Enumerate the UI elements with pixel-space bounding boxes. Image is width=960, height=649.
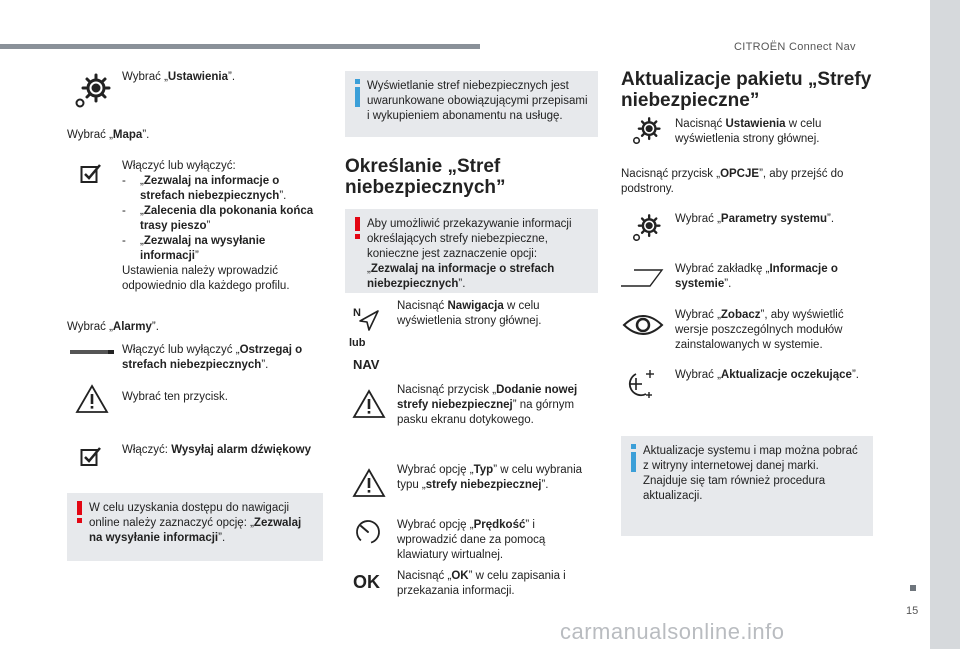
step-select-button: Wybrać ten przycisk. xyxy=(122,391,228,403)
header-bar xyxy=(0,44,480,49)
watermark-text: carmanualsonline.info xyxy=(560,619,785,644)
step-press-settings: Nacisnąć Ustawienia w celu wyświetlenia strony głównej. xyxy=(675,118,822,145)
step-select-type: Wybrać opcję „Typ” w celu wybrania typu „strefy niebezpiecznej”. xyxy=(397,464,583,491)
update-plus-icon xyxy=(622,366,658,402)
step-press-options: Nacisnąć przycisk „OPCJE”, aby przejść do podstrony. xyxy=(621,168,844,195)
step-select-view: Wybrać „Zobacz”, aby wyświetlić wersje poszczególnych modułów zainstalowanych w systemie. xyxy=(675,309,844,351)
checkbox-checked-icon xyxy=(80,445,102,467)
settings-gears-icon xyxy=(630,213,662,243)
step-select-pending-updates: Wybrać „Aktualizacje oczekujące”. xyxy=(675,369,859,381)
info-mark-icon xyxy=(353,79,362,107)
icon-or-label: lub xyxy=(349,337,366,349)
svg-text:N: N xyxy=(353,307,361,319)
step-select-system-info-tab: Wybrać zakładkę „Informacje o systemie”. xyxy=(675,263,838,290)
speedometer-icon xyxy=(353,518,383,546)
warning-note-online: W celu uzyskania dostępu do nawigacji online należy zaznaczyć opcję: „Zezwalaj na wysyłanie informacji”. xyxy=(67,493,323,561)
option-item: - „Zezwalaj na wysyłanie informacji” xyxy=(122,234,322,264)
settings-gears-icon xyxy=(630,116,662,146)
section-title-define: Określanie „Stref niebezpiecznych” xyxy=(345,156,506,198)
section-title-updates: Aktualizacje pakietu „Strefy niebezpieczne” xyxy=(621,69,872,111)
page-edge-sidebar xyxy=(930,0,960,649)
step-press-navigation: Nacisnąć Nawigacja w celu wyświetlenia strony głównej. xyxy=(397,300,542,327)
step-select-system-params: Wybrać „Parametry systemu”. xyxy=(675,213,835,225)
page-marker xyxy=(910,585,916,591)
step-toggle-warn: Włączyć lub wyłączyć „Ostrzegaj o strefach niebezpiecznych”. xyxy=(122,344,303,371)
step-add-zone: Nacisnąć przycisk „Dodanie nowej strefy niebezpiecznej” na górnym pasku ekranu dotykowego. xyxy=(397,384,578,426)
info-note-display: Wyświetlanie stref niebezpiecznych jest uwarunkowane obowiązującymi przepisami i wykupieniem abonamentu na usługę. xyxy=(345,71,598,137)
warning-triangle-icon xyxy=(352,389,386,419)
warning-triangle-icon xyxy=(75,384,109,414)
checkbox-checked-icon xyxy=(80,162,102,184)
nav-button-label: NAV xyxy=(353,357,380,372)
step-select-map: Wybrać „Mapa”. xyxy=(67,129,150,141)
info-mark-icon xyxy=(629,444,638,472)
step-press-ok: Nacisnąć „OK” w celu zapisania i przekazania informacji. xyxy=(397,570,566,597)
step-select-speed: Wybrać opcję „Prędkość” i wprowadzić dane za pomocą klawiatury wirtualnej. xyxy=(397,519,546,561)
step-toggle-options: Włączyć lub wyłączyć: - „Zezwalaj na informacje o strefach niebezpiecznych”. - „Zalecenia dla pokonania końca trasy pieszo” - „Zezwalaj na wysyłanie informacji” Ustawienia należy wprowadzić odpowiednio dla każdego profilu. xyxy=(122,159,322,293)
step-enable-sound: Włączyć: Wysyłaj alarm dźwiękowy xyxy=(122,444,311,456)
warning-exclamation-icon xyxy=(353,217,362,239)
info-note-downloads: Aktualizacje systemu i map można pobrać z witryny internetowej danej marki. Znajduje się tam również procedura aktualizacji. xyxy=(621,436,873,536)
ok-button-label: OK xyxy=(353,572,380,592)
navigation-arrow-icon xyxy=(352,305,380,333)
eye-icon xyxy=(622,311,664,339)
tab-shape-icon xyxy=(620,268,664,288)
option-item: - „Zalecenia dla pokonania końca trasy pieszo” xyxy=(122,204,322,234)
warning-triangle-icon xyxy=(352,468,386,498)
toggle-slider-icon xyxy=(70,350,114,354)
step-select-alarms: Wybrać „Alarmy”. xyxy=(67,321,159,333)
option-item: - „Zezwalaj na informacje o strefach niebezpiecznych”. xyxy=(122,174,322,204)
step-select-settings: Wybrać „Ustawienia”. xyxy=(122,71,236,83)
page-number: 15 xyxy=(906,605,919,617)
warning-exclamation-icon xyxy=(75,501,84,523)
settings-gears-icon xyxy=(72,72,112,110)
warning-note-permission: Aby umożliwić przekazywanie informacji określających strefy niebezpieczne, konieczne jest zaznaczenie opcji: „Zezwalaj na informacje o strefach niebezpiecznych”. xyxy=(345,209,598,293)
brand-title: CITROËN Connect Nav xyxy=(734,41,856,53)
